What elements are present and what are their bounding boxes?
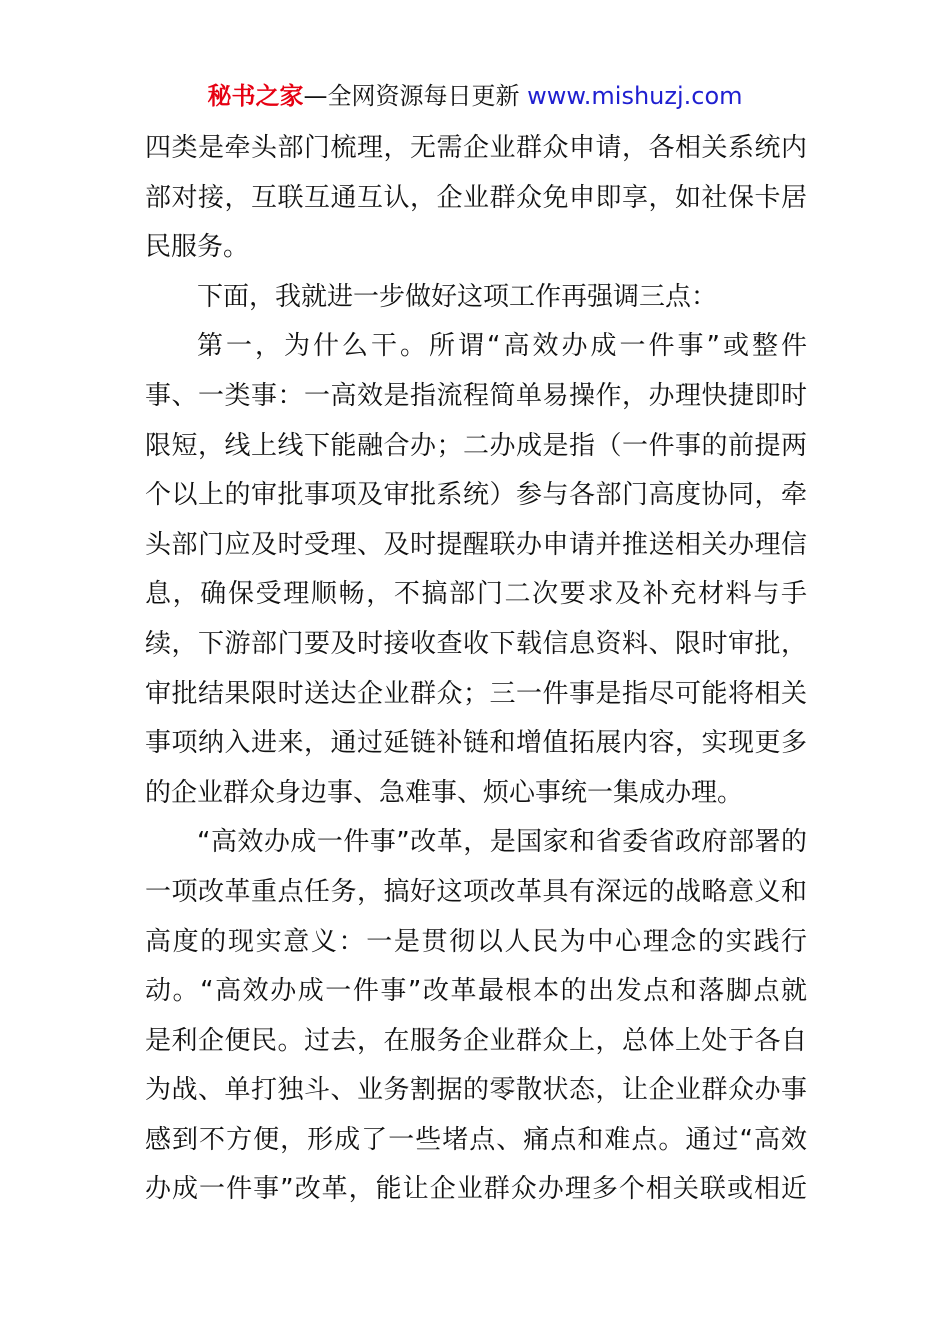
text-line: 事、一类事：一高效是指流程简单易操作，办理快捷即时 — [145, 380, 807, 411]
text-line: 个以上的审批事项及审批系统）参与各部门高度协同，牵 — [145, 480, 807, 511]
text-line: 的企业群众身边事、急难事、烦心事统一集成办理。 — [145, 777, 744, 808]
text-line: 下面，我就进一步做好这项工作再强调三点： — [197, 281, 718, 312]
header-url-link[interactable]: www.mishuzj.com — [527, 82, 743, 110]
text-line: 感到不方便，形成了一些堵点、痛点和难点。通过“高效 — [145, 1124, 807, 1155]
text-line: 四类是牵头部门梳理，无需企业群众申请，各相关系统内 — [145, 133, 807, 163]
text-line: 民服务。 — [145, 232, 250, 263]
text-line: 第一，为什么干。所谓“高效办成一件事”或整件 — [197, 331, 807, 362]
text-line: 一项改革重点任务，搞好这项改革具有深远的战略意义和 — [145, 876, 807, 907]
header-brand: 秘书之家 — [207, 82, 304, 110]
text-line: 限短，线上线下能融合办；二办成是指（一件事的前提两 — [145, 430, 807, 461]
text-line: 息，确保受理顺畅，不搞部门二次要求及补充材料与手 — [145, 579, 807, 610]
text-line: 动。“高效办成一件事”改革最根本的出发点和落脚点就 — [145, 976, 807, 1007]
text-line: “高效办成一件事”改革，是国家和省委省政府部署的 — [197, 827, 807, 858]
text-line: 是利企便民。过去，在服务企业群众上，总体上处于各自 — [145, 1025, 807, 1056]
page-header — [0, 80, 950, 112]
text-line: 续，下游部门要及时接收查收下载信息资料、限时审批， — [145, 628, 807, 659]
document-body — [145, 124, 807, 1215]
text-line: 为战、单打独斗、业务割据的零散状态，让企业群众办事 — [145, 1075, 807, 1106]
text-line: 办成一件事”改革，能让企业群众办理多个相关联或相近 — [145, 1174, 807, 1205]
text-line: 部对接，互联互通互认，企业群众免申即享，如社保卡居 — [145, 182, 807, 213]
text-line: 审批结果限时送达企业群众；三一件事是指尽可能将相关 — [145, 678, 807, 709]
text-line: 事项纳入进来，通过延链补链和增值拓展内容，实现更多 — [145, 728, 807, 759]
text-line: 头部门应及时受理、及时提醒联办申请并推送相关办理信 — [145, 529, 807, 560]
header-tagline: —全网资源每日更新 — [303, 82, 528, 110]
text-line: 高度的现实意义：一是贯彻以人民为中心理念的实践行 — [145, 926, 807, 957]
